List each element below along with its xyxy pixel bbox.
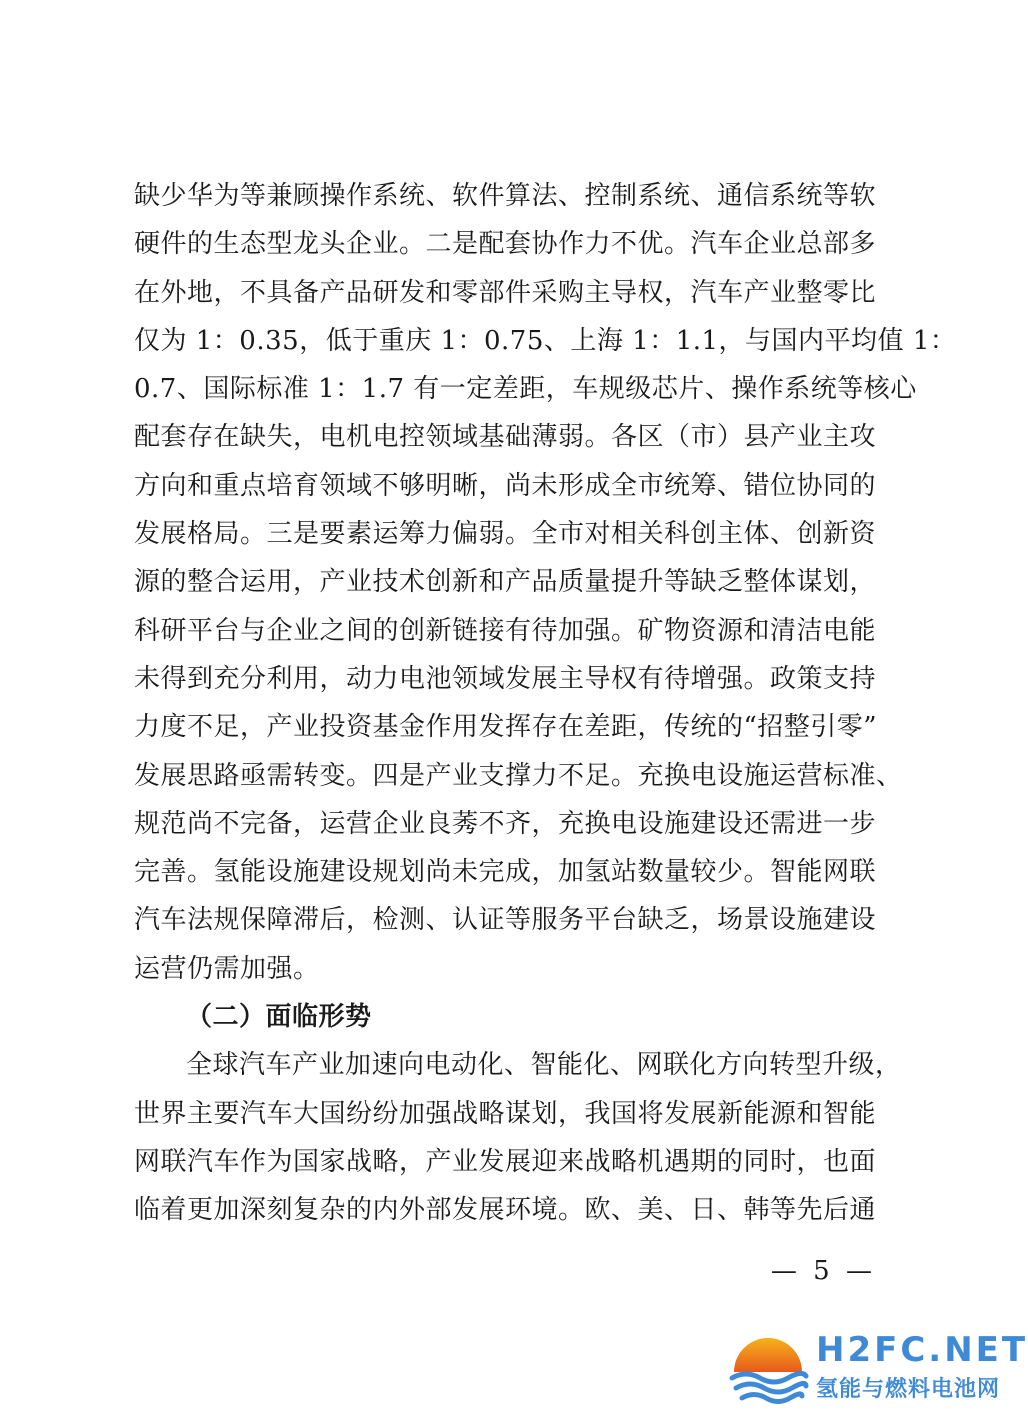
- watermark-subtitle: 氢能与燃料电池网: [816, 1377, 1001, 1402]
- body-line: 发展格局。三是要素运筹力偏弱。全市对相关科创主体、创新资: [134, 519, 877, 550]
- body-line: 运营仍需加强。: [134, 953, 320, 984]
- body-line: 未得到充分利用，动力电池领域发展主导权有待增强。政策支持: [134, 663, 877, 694]
- body-line: 仅为 1：0.35，低于重庆 1：0.75、上海 1：1.1，与国内平均值 1：: [134, 325, 957, 356]
- body-line: 源的整合运用，产业技术创新和产品质量提升等缺乏整体谋划，: [134, 567, 877, 598]
- body-line: 科研平台与企业之间的创新链接有待加强。矿物资源和清洁电能: [134, 615, 877, 646]
- section-heading: （二）面临形势: [186, 1002, 372, 1033]
- watermark-brand: H2FC.NET: [816, 1330, 1028, 1370]
- body-line: 发展思路亟需转变。四是产业支撑力不足。充换电设施运营标准、: [134, 760, 903, 791]
- page-body: [134, 172, 957, 1235]
- body-line: 力度不足，产业投资基金作用发挥存在差距，传统的“招整引零”: [134, 712, 878, 743]
- body-line: 配套存在缺失，电机电控领域基础薄弱。各区（市）县产业主攻: [134, 422, 877, 453]
- sun-waves-logo-icon: [726, 1328, 810, 1408]
- body-line: 汽车法规保障滞后，检测、认证等服务平台缺乏，场景设施建设: [134, 905, 877, 936]
- section-line: 网联汽车作为国家战略，产业发展迎来战略机遇期的同时，也面: [134, 1146, 877, 1177]
- section-line: 世界主要汽车大国纷纷加强战略谋划，我国将发展新能源和智能: [134, 1098, 877, 1129]
- body-line: 0.7、国际标准 1：1.7 有一定差距，车规级芯片、操作系统等核心: [134, 374, 917, 405]
- section-line: 临着更加深刻复杂的内外部发展环境。欧、美、日、韩等先后通: [134, 1195, 877, 1226]
- body-line: 完善。氢能设施建设规划尚未完成，加氢站数量较少。智能网联: [134, 857, 877, 888]
- body-line: 硬件的生态型龙头企业。二是配套协作力不优。汽车企业总部多: [134, 229, 877, 260]
- body-line: 方向和重点培育领域不够明晰，尚未形成全市统筹、错位协同的: [134, 470, 877, 501]
- page-number: — 5 —: [770, 1256, 876, 1286]
- body-line: 规范尚不完备，运营企业良莠不齐，充换电设施建设还需进一步: [134, 808, 877, 839]
- section-line: 全球汽车产业加速向电动化、智能化、网联化方向转型升级，: [186, 1050, 902, 1081]
- watermark: [726, 1326, 1028, 1414]
- body-line: 在外地，不具备产品研发和零部件采购主导权，汽车产业整零比: [134, 277, 877, 308]
- body-line: 缺少华为等兼顾操作系统、软件算法、控制系统、通信系统等软: [134, 181, 877, 211]
